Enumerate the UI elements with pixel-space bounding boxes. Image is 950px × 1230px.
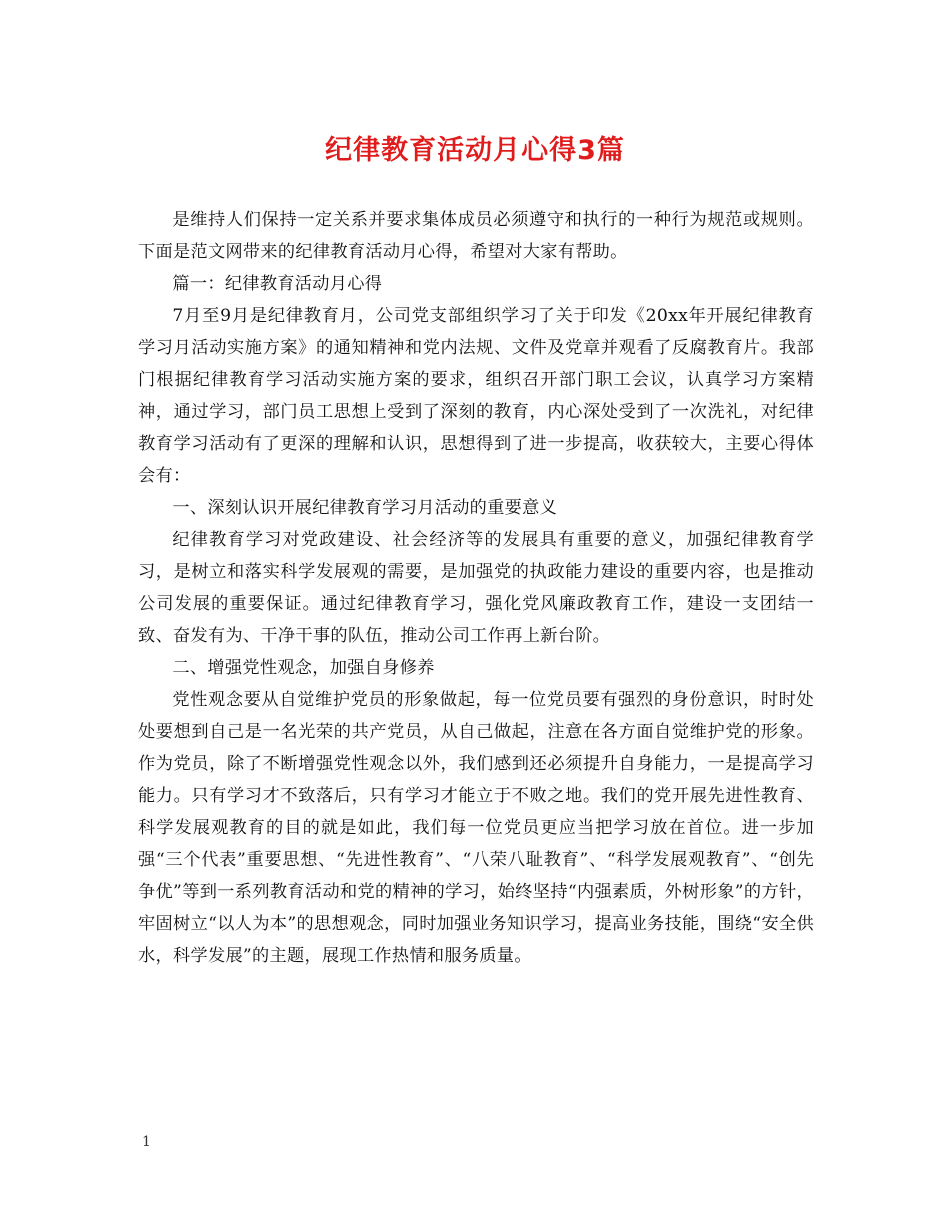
body-paragraph: 党性观念要从自觉维护党员的形象做起，每一位党员要有强烈的身份意识，时时处处要想到自己是一名光荣的共产党员，从自己做起，注意在各方面自觉维护党的形象。作为党员，除了不断增强党性观念以外，我们感到还必须提升自身能力，一是提高学习能力。只有学习才不致落后，只有学习才能立于不败之地。我们的党开展先进性教育、科学发展观教育的目的就是如此，我们每一位党员更应当把学习放在首位。进一步加强“三个代表”重要思想、“先进性教育”、“八荣八耻教育”、“科学发展观教育”、“创先争优”等到一系列教育活动和党的精神的学习，始终坚持“内强素质，外树形象”的方针，牢固树立“以人为本”的思想观念，同时加强业务知识学习，提高业务技能，围绕“安全供水，科学发展”的主题，展现工作热情和服务质量。 — [138, 690, 814, 966]
section-heading-two: 二、增强党性观念，加强自身修养 — [172, 658, 435, 678]
intro-paragraph: 是维持人们保持一定关系并要求集体成员必须遵守和执行的一种行为规范或规则。下面是范文网带来的纪律教育活动月心得，希望对大家有帮助。 — [138, 210, 814, 262]
body-paragraph: 7月至9月是纪律教育月，公司党支部组织学习了关于印发《20xx年开展纪律教育学习月活动实施方案》的通知精神和党内法规、文件及党章并观看了反腐教育片。我部门根据纪律教育学习活动实施方案的要求，组织召开部门职工会议，认真学习方案精神，通过学习，部门员工思想上受到了深刻的教育，内心深处受到了一次洗礼，对纪律教育学习活动有了更深的理解和认识，思想得到了进一步提高，收获较大，主要心得体会有： — [138, 306, 814, 486]
document-body — [138, 204, 814, 972]
section-heading-part-one: 篇一：纪律教育活动月心得 — [172, 274, 383, 294]
section-heading-one: 一、深刻认识开展纪律教育学习月活动的重要意义 — [172, 498, 558, 518]
document-title: 纪律教育活动月心得3篇 — [325, 135, 625, 166]
page-number: 1 — [142, 1134, 151, 1150]
body-paragraph: 纪律教育学习对党政建设、社会经济等的发展具有重要的意义，加强纪律教育学习，是树立和落实科学发展观的需要，是加强党的执政能力建设的重要内容，也是推动公司发展的重要保证。通过纪律教育学习，强化党风廉政教育工作，建设一支团结一致、奋发有为、干净干事的队伍，推动公司工作再上新台阶。 — [138, 530, 814, 646]
